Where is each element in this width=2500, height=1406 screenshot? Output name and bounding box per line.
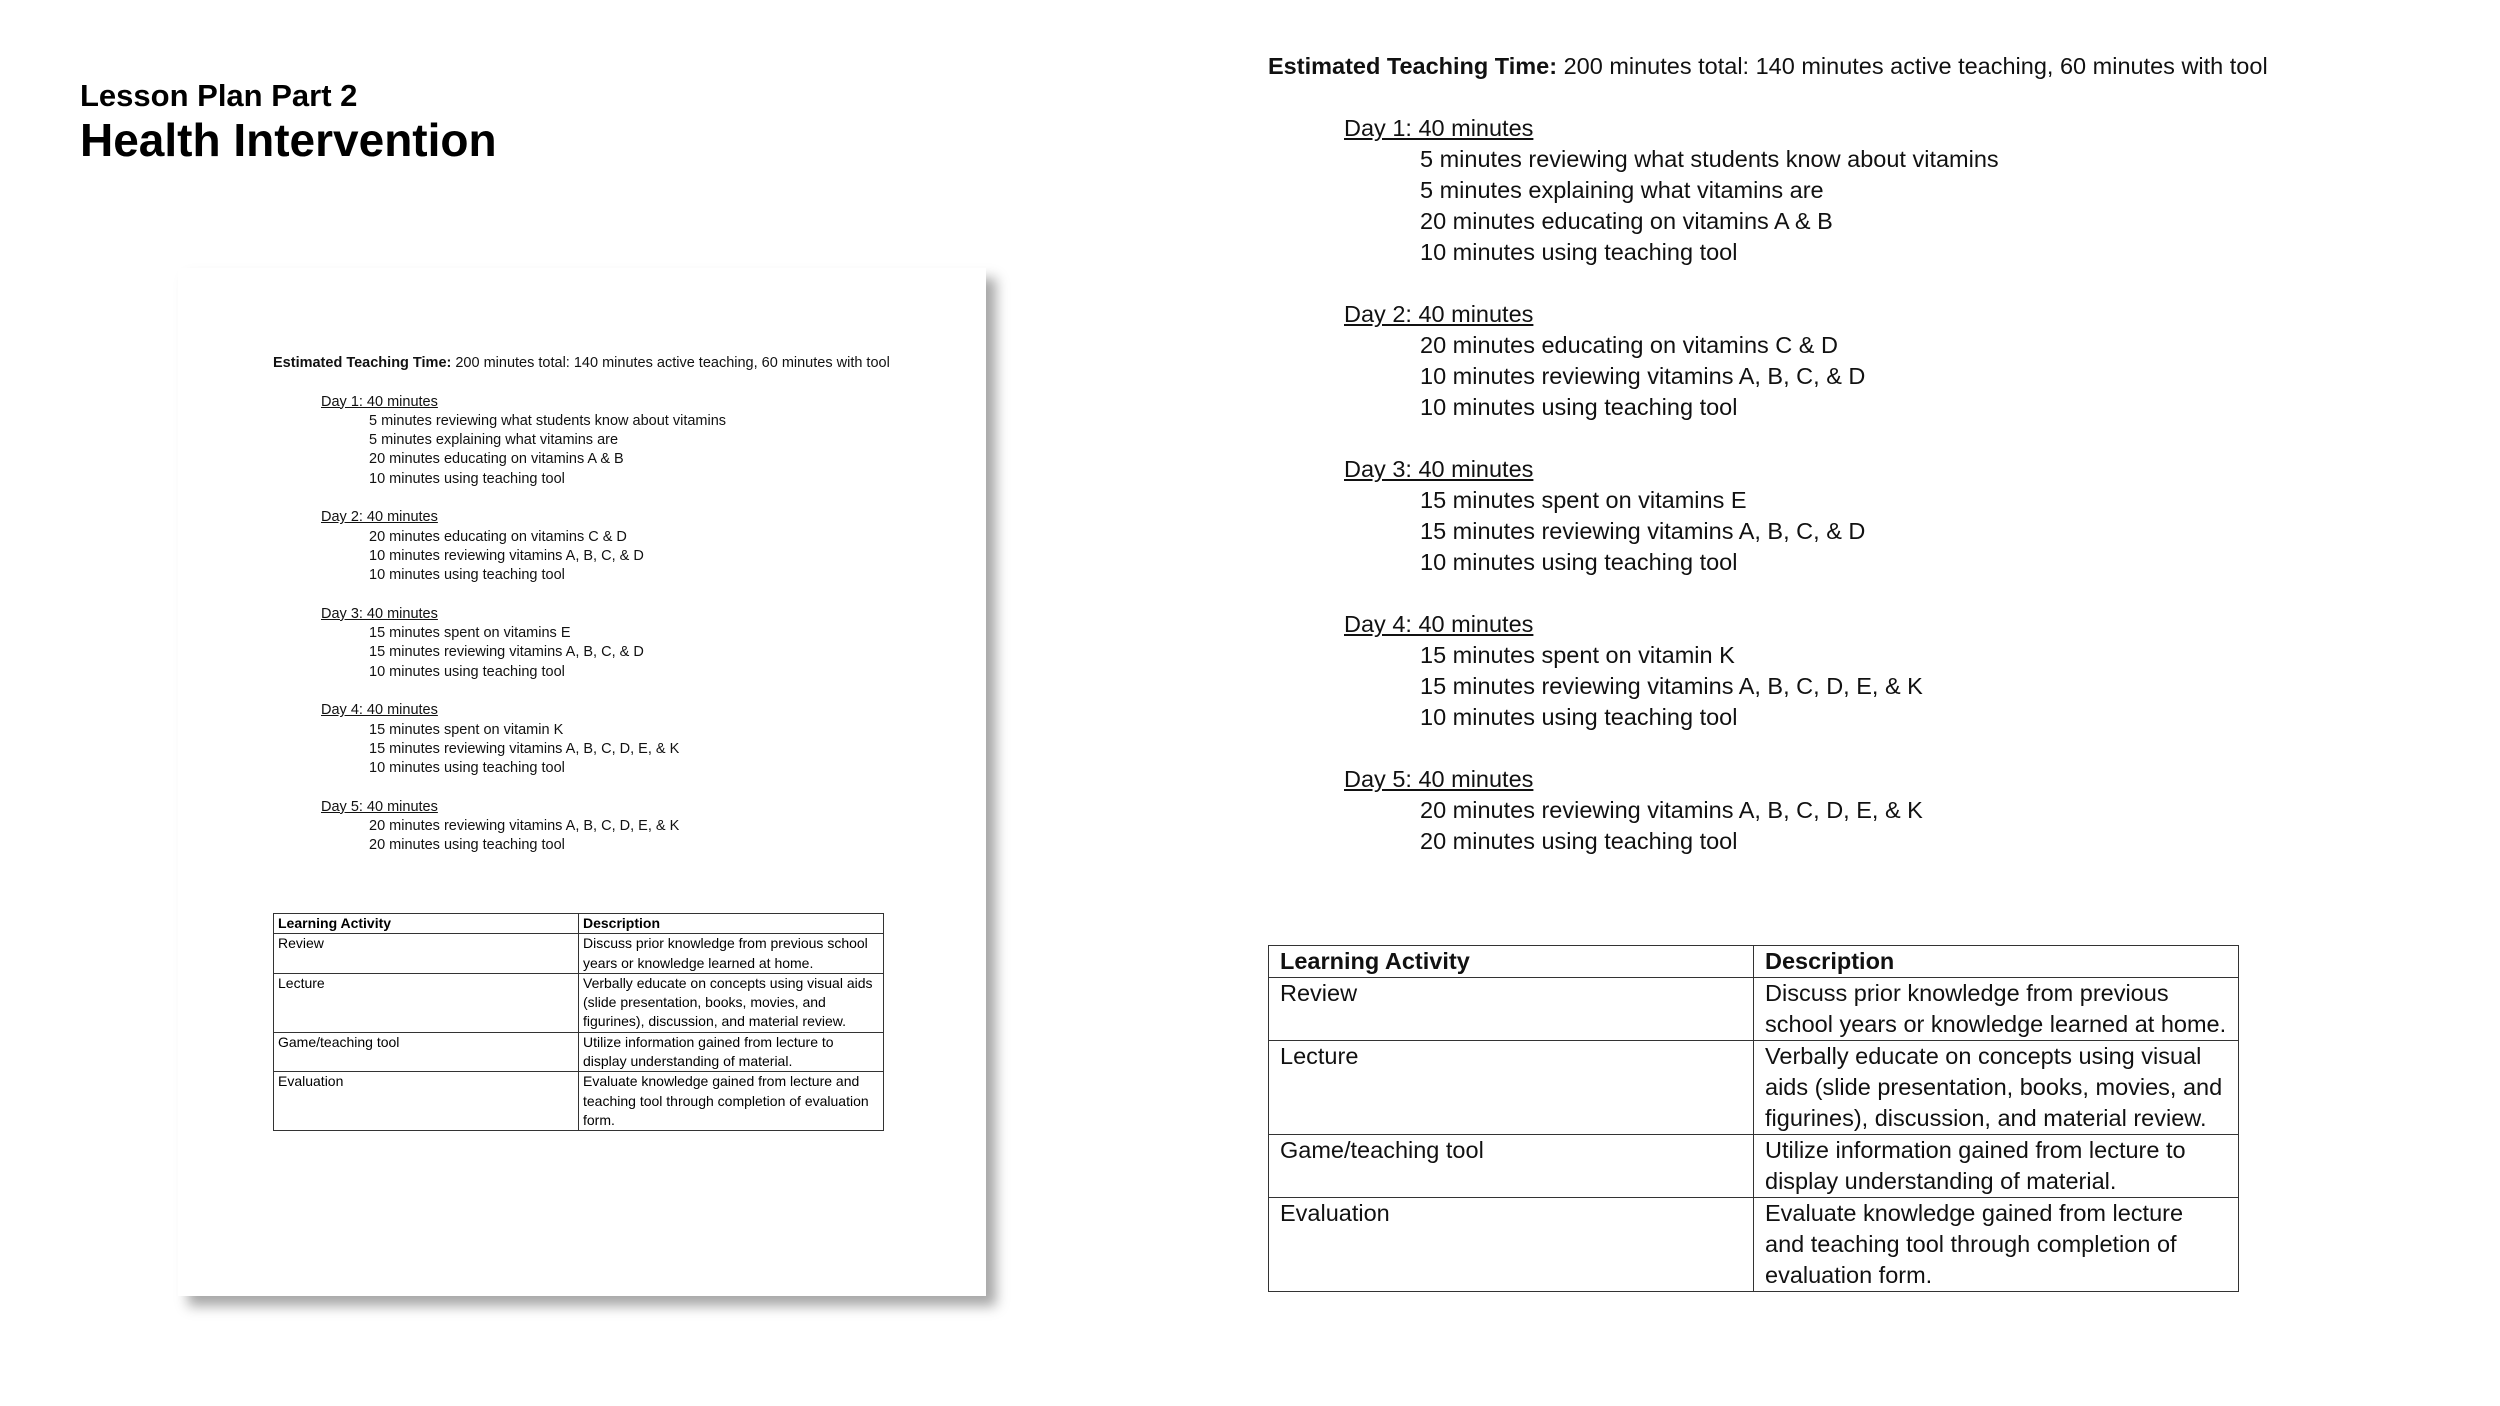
day-item: 10 minutes reviewing vitamins A, B, C, & D (369, 547, 644, 564)
thumbnail-activity-table (273, 913, 884, 1131)
day-item: 10 minutes reviewing vitamins A, B, C, & D (1420, 363, 1866, 389)
table-row (1269, 978, 2239, 1041)
activity-cell: Review (1269, 978, 1754, 1041)
table-row (1269, 1198, 2239, 1292)
activity-cell: Evaluation (274, 1072, 579, 1131)
enlarged-schedule (1268, 51, 2268, 857)
day-item: 5 minutes explaining what vitamins are (369, 432, 619, 449)
day-title: Day 1: 40 minutes (321, 393, 438, 410)
table-header-cell: Description (1754, 946, 2239, 978)
day-block (1344, 609, 2268, 733)
day-item: 10 minutes using teaching tool (1420, 704, 1738, 730)
day-title: Day 5: 40 minutes (321, 798, 438, 815)
description-cell: Discuss prior knowledge from previous school years or knowledge learned at home. (579, 934, 884, 974)
day-block (321, 393, 890, 489)
estimated-time-label: Estimated Teaching Time: (273, 355, 452, 371)
table-row (274, 973, 884, 1032)
day-block (1344, 764, 2268, 857)
table-row (274, 1032, 884, 1072)
day-item: 15 minutes reviewing vitamins A, B, C, D, E, & K (369, 740, 680, 757)
day-item: 5 minutes reviewing what students know about vitamins (1420, 146, 1999, 172)
description-cell: Discuss prior knowledge from previous school years or knowledge learned at home. (1754, 978, 2239, 1041)
day-item: 5 minutes reviewing what students know about vitamins (369, 412, 727, 429)
day-block (321, 701, 890, 778)
thumbnail-schedule (273, 354, 890, 856)
description-cell: Verbally educate on concepts using visual aids (slide presentation, books, movies, and figurines), discussion, and material review. (1754, 1041, 2239, 1135)
day-item: 20 minutes reviewing vitamins A, B, C, D, E, & K (369, 818, 680, 835)
day-item: 10 minutes using teaching tool (1420, 549, 1738, 575)
page-title: Health Intervention (80, 114, 497, 166)
table-header-cell: Learning Activity (274, 914, 579, 934)
day-item: 15 minutes reviewing vitamins A, B, C, D, E, & K (1420, 673, 1923, 699)
day-item: 15 minutes reviewing vitamins A, B, C, & D (1420, 518, 1866, 544)
day-title: Day 1: 40 minutes (1344, 115, 1534, 141)
document-thumbnail (178, 268, 986, 1296)
table-header-cell: Description (579, 914, 884, 934)
table-row (1269, 1041, 2239, 1135)
activity-cell: Review (274, 934, 579, 974)
day-block (1344, 454, 2268, 578)
day-item: 10 minutes using teaching tool (369, 470, 565, 487)
table-row (274, 1072, 884, 1131)
estimated-time-label: Estimated Teaching Time: (1268, 53, 1558, 79)
day-item: 10 minutes using teaching tool (1420, 394, 1738, 420)
day-item: 15 minutes spent on vitamin K (369, 721, 564, 738)
table-row (274, 934, 884, 974)
day-item: 10 minutes using teaching tool (369, 567, 565, 584)
day-title: Day 3: 40 minutes (321, 605, 438, 622)
table-header-row (1269, 946, 2239, 978)
day-item: 20 minutes educating on vitamins A & B (1420, 208, 1833, 234)
estimated-time-text: 200 minutes total: 140 minutes active teaching, 60 minutes with tool (1557, 53, 2268, 79)
activity-cell: Lecture (274, 973, 579, 1032)
activity-cell: Game/teaching tool (1269, 1135, 1754, 1198)
day-item: 20 minutes using teaching tool (369, 837, 565, 854)
day-block (321, 605, 890, 682)
day-title: Day 5: 40 minutes (1344, 766, 1534, 792)
description-cell: Verbally educate on concepts using visual aids (slide presentation, books, movies, and figurines), discussion, and material review. (579, 973, 884, 1032)
day-title: Day 3: 40 minutes (1344, 456, 1534, 482)
day-item: 20 minutes reviewing vitamins A, B, C, D, E, & K (1420, 797, 1923, 823)
day-title: Day 2: 40 minutes (1344, 301, 1534, 327)
day-item: 20 minutes educating on vitamins A & B (369, 451, 624, 468)
day-item: 20 minutes using teaching tool (1420, 828, 1738, 854)
table-row (1269, 1135, 2239, 1198)
day-block (1344, 299, 2268, 423)
description-cell: Evaluate knowledge gained from lecture and teaching tool through completion of evaluation form. (579, 1072, 884, 1131)
description-cell: Utilize information gained from lecture to display understanding of material. (579, 1032, 884, 1072)
table-header-cell: Learning Activity (1269, 946, 1754, 978)
day-block (321, 798, 890, 856)
page-subtitle: Lesson Plan Part 2 (80, 78, 358, 113)
day-item: 15 minutes spent on vitamins E (1420, 487, 1747, 513)
description-cell: Utilize information gained from lecture to display understanding of material. (1754, 1135, 2239, 1198)
day-item: 20 minutes educating on vitamins C & D (1420, 332, 1838, 358)
day-item: 15 minutes spent on vitamins E (369, 625, 571, 642)
day-title: Day 4: 40 minutes (321, 702, 438, 719)
estimated-time (1268, 51, 2268, 82)
activity-cell: Evaluation (1269, 1198, 1754, 1292)
activity-cell: Lecture (1269, 1041, 1754, 1135)
activity-cell: Game/teaching tool (274, 1032, 579, 1072)
day-item: 10 minutes using teaching tool (369, 760, 565, 777)
day-title: Day 4: 40 minutes (1344, 611, 1534, 637)
day-item: 15 minutes reviewing vitamins A, B, C, & D (369, 644, 644, 661)
estimated-time (273, 354, 890, 373)
day-item: 20 minutes educating on vitamins C & D (369, 528, 627, 545)
day-item: 5 minutes explaining what vitamins are (1420, 177, 1824, 203)
day-item: 10 minutes using teaching tool (369, 663, 565, 680)
day-block (1344, 113, 2268, 268)
header (80, 78, 497, 166)
enlarged-activity-table (1268, 945, 2239, 1292)
description-cell: Evaluate knowledge gained from lecture and teaching tool through completion of evaluation form. (1754, 1198, 2239, 1292)
day-title: Day 2: 40 minutes (321, 509, 438, 526)
table-header-row (274, 914, 884, 934)
estimated-time-text: 200 minutes total: 140 minutes active teaching, 60 minutes with tool (451, 355, 890, 371)
day-item: 15 minutes spent on vitamin K (1420, 642, 1735, 668)
day-block (321, 508, 890, 585)
day-item: 10 minutes using teaching tool (1420, 239, 1738, 265)
